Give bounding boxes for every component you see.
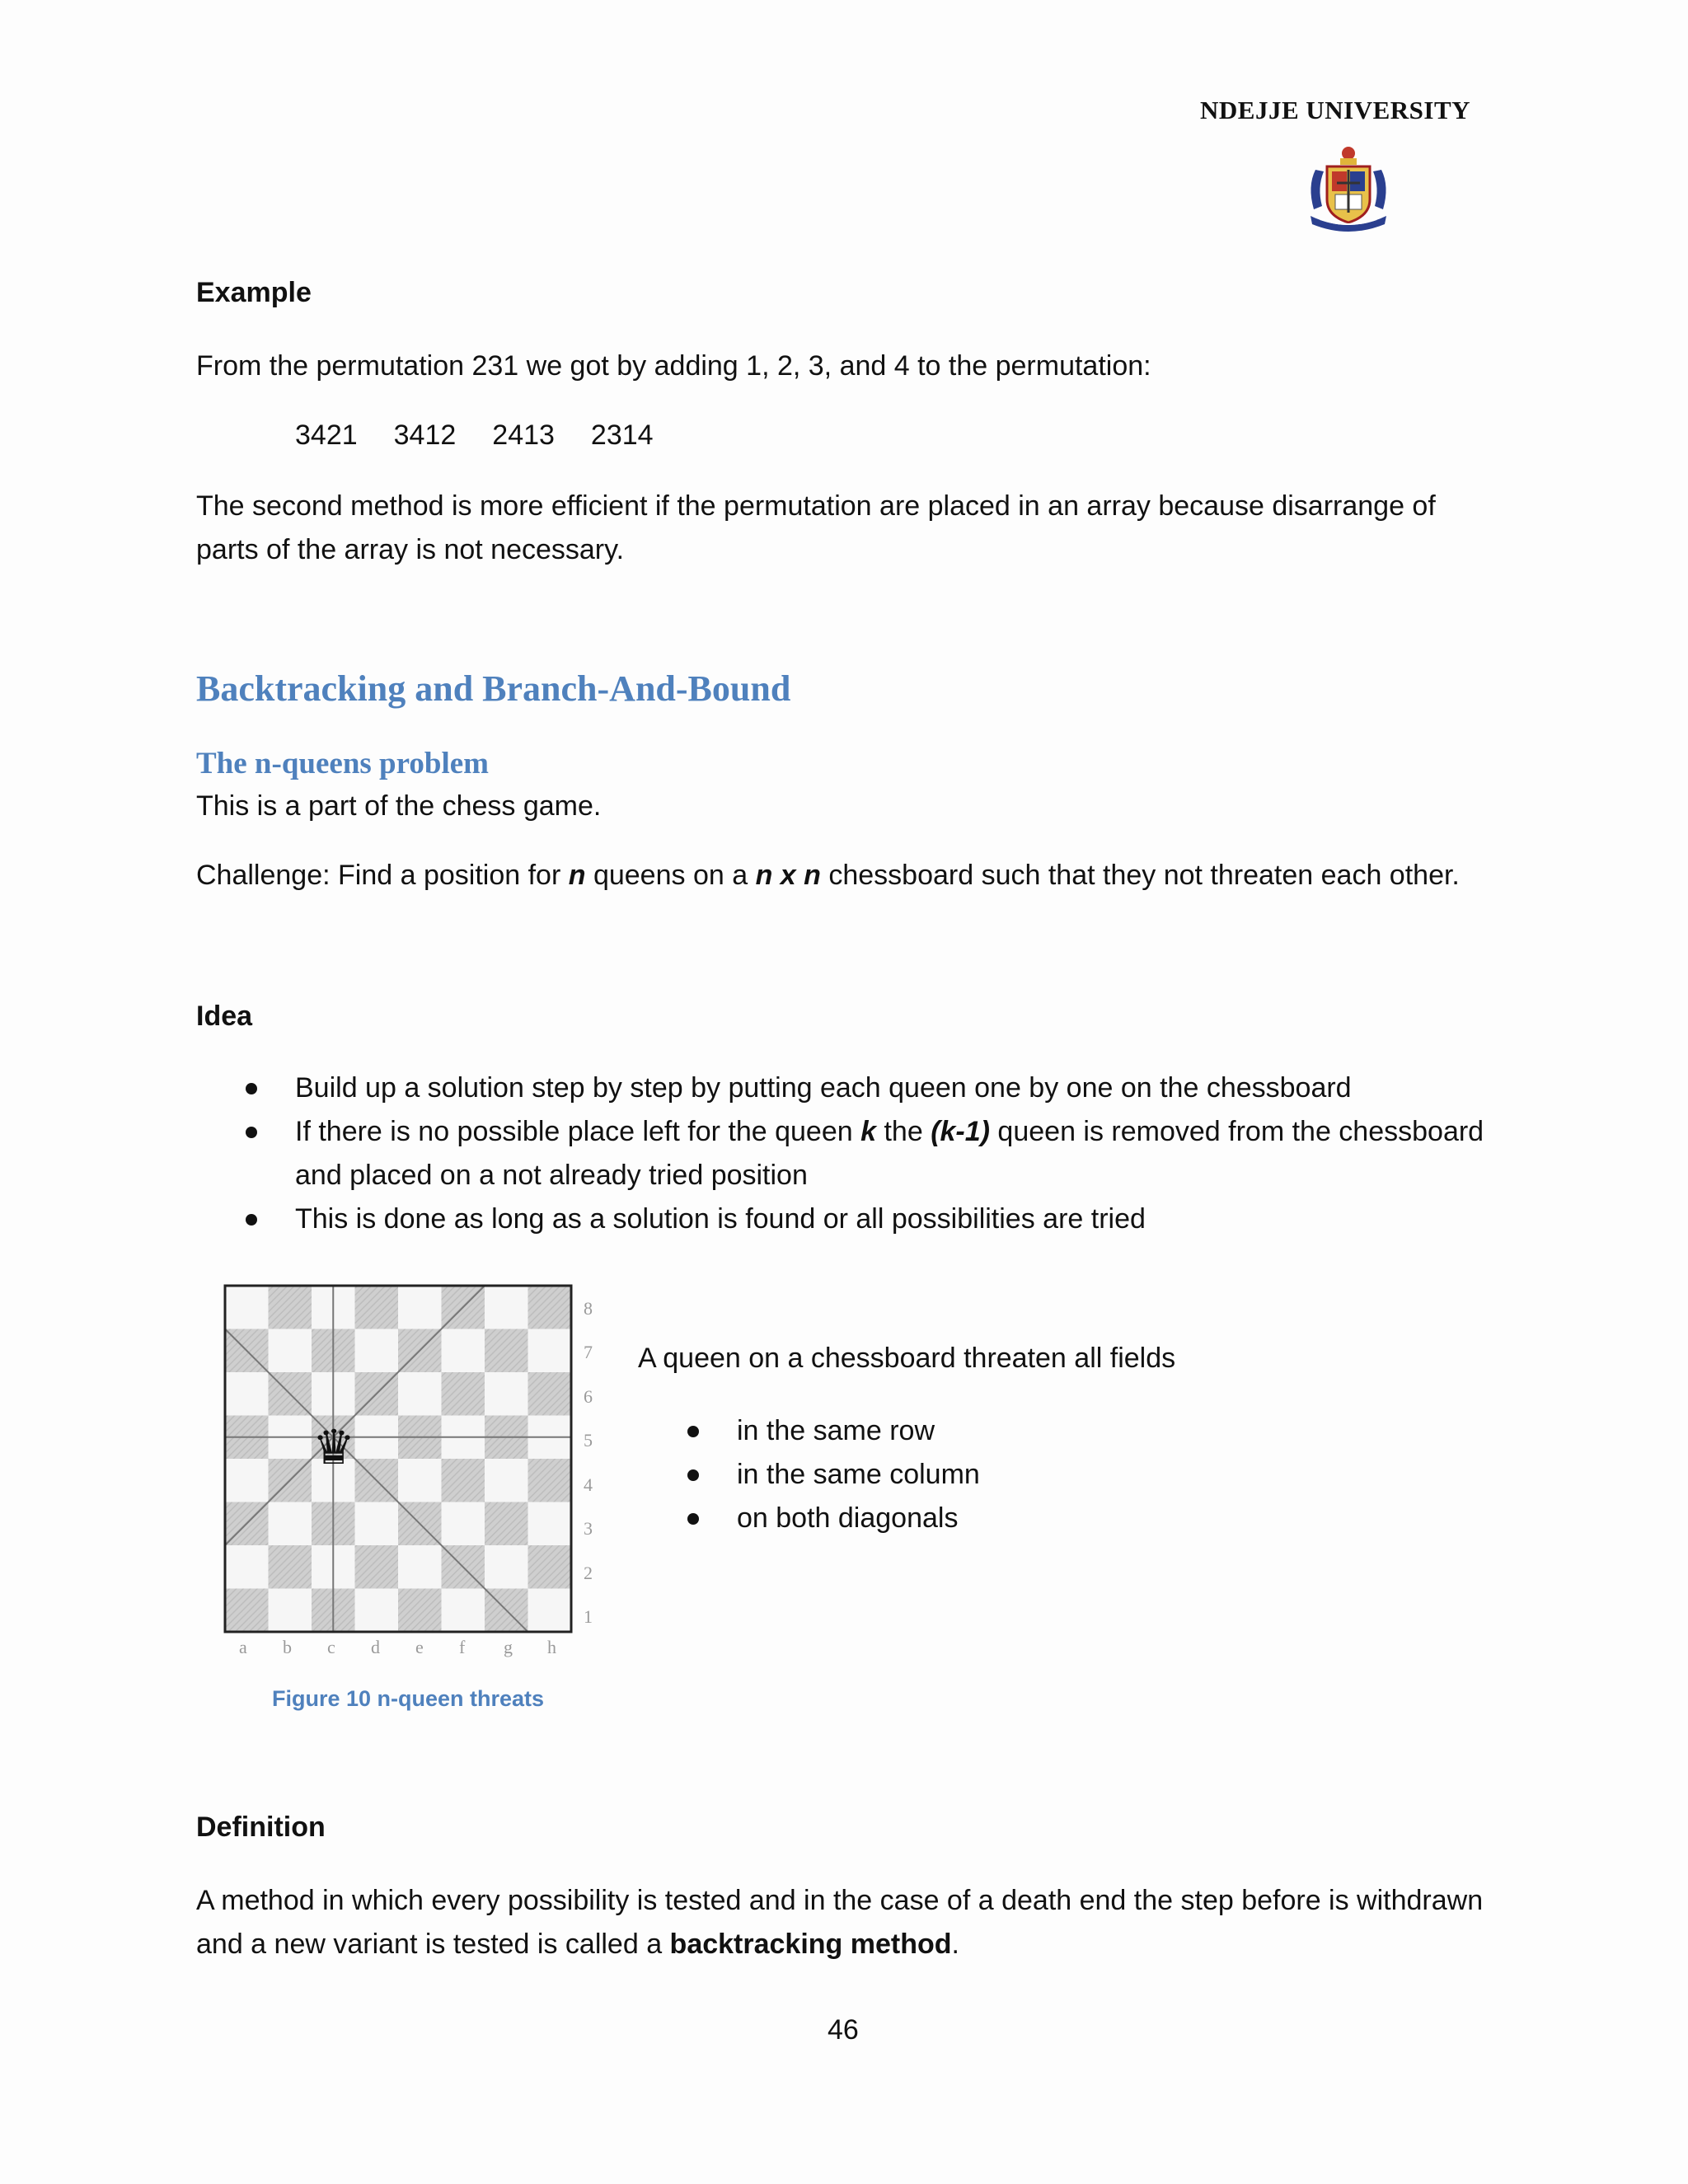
board-square [269,1502,312,1546]
rank-label: 7 [584,1342,593,1362]
board-square [442,1372,485,1416]
board-square [528,1372,572,1416]
list-item [246,1197,1515,1241]
university-name: NDEJJE UNIVERSITY [1200,96,1471,124]
section-intro: This is a part of the chess game. [196,790,602,822]
file-label: a [239,1637,247,1657]
figure-description: A queen on a chessboard threaten all fields [638,1343,1176,1374]
board-square [269,1286,312,1329]
board-square [485,1459,528,1502]
board-square [398,1459,442,1502]
board-square [442,1589,485,1633]
permutation-list [295,414,690,457]
board-square [225,1286,269,1329]
bullet-icon [246,1083,257,1094]
board-square [269,1589,312,1633]
idea-bullet2-prefix: If there is no possible place left for the queen [295,1116,861,1147]
challenge-text [196,854,1531,898]
bullet-icon [687,1469,699,1481]
board-square [355,1589,399,1633]
board-square [528,1502,572,1546]
file-label: e [415,1637,424,1657]
board-square [485,1286,528,1329]
list-item [687,1497,1347,1540]
rank-label: 1 [584,1606,593,1627]
bullet-icon [687,1513,699,1525]
example-intro: From the permutation 231 we got by adding 1, 2, 3, and 4 to the permutation: [196,350,1151,382]
file-label: g [504,1637,513,1657]
file-labels [221,1637,575,1661]
board-square [355,1286,399,1329]
permutation-item: 3412 [393,419,457,451]
idea-bullet2-suffix: queen is removed from the chessboard and placed on a not already tried position [295,1116,1484,1191]
challenge-prefix: Challenge: Find a position for [196,860,569,891]
chessboard-figure [221,1282,600,1661]
file-label: d [371,1637,380,1657]
bullet-icon [246,1127,257,1138]
board-square [485,1329,528,1373]
board-square [528,1286,572,1329]
file-label: f [459,1637,466,1657]
threat-text: in the same row [737,1415,935,1446]
bullet-icon [246,1214,257,1226]
definition-text [196,1879,1515,1966]
board-square [225,1589,269,1633]
idea-bullet2-km1: (k-1) [931,1116,990,1147]
file-label: c [327,1637,335,1657]
section-title: Backtracking and Branch-And-Bound [196,668,791,709]
board-square [528,1589,572,1633]
board-square [398,1372,442,1416]
rank-label: 6 [584,1386,593,1407]
board-square [528,1459,572,1502]
rank-label: 4 [584,1474,593,1495]
definition-heading: Definition [196,1811,326,1843]
rank-label: 8 [584,1298,593,1319]
challenge-n: n [568,860,586,891]
board-square [442,1459,485,1502]
rank-labels [582,1282,615,1636]
definition-term: backtracking method [669,1929,952,1960]
challenge-board: n x n [755,860,821,891]
bullet-icon [687,1426,699,1437]
board-square [485,1545,528,1589]
idea-heading: Idea [196,1001,253,1032]
board-square [355,1329,399,1373]
board-square [442,1329,485,1373]
board-square [355,1545,399,1589]
challenge-suffix: chessboard such that they not threaten each other. [820,860,1460,891]
idea-bullet-text: This is done as long as a solution is found or all possibilities are tried [295,1203,1146,1235]
idea-bullet-text: Build up a solution step by step by putting each queen one by one on the chessboard [295,1072,1352,1104]
list-item [687,1453,1347,1497]
list-item [246,1110,1515,1197]
file-label: b [283,1637,292,1657]
permutation-item: 2314 [590,419,654,451]
threat-list [687,1409,1347,1540]
rank-label: 2 [584,1563,593,1583]
board-square [398,1545,442,1589]
idea-bullet2-mid: the [876,1116,931,1147]
board-square [398,1589,442,1633]
idea-bullet2-k: k [860,1116,877,1147]
example-heading: Example [196,277,312,308]
figure-caption: Figure 10 n-queen threats [272,1686,545,1711]
board-square [269,1329,312,1373]
board-square [398,1286,442,1329]
board-square [528,1545,572,1589]
threat-text: in the same column [737,1459,980,1490]
queen-icon: ♛ [312,1421,355,1474]
list-item [246,1066,1515,1110]
file-label: h [547,1637,556,1657]
university-crest-icon [1299,137,1398,236]
board-square [442,1502,485,1546]
board-square [485,1372,528,1416]
idea-list [246,1066,1515,1241]
challenge-mid: queens on a [585,860,756,891]
rank-label: 3 [584,1518,593,1539]
list-item [687,1409,1347,1453]
definition-prefix: A method in which every possibility is tested and in the case of a death end the step before is withdrawn and a new variant is tested is called a [196,1885,1484,1960]
threat-text: on both diagonals [737,1502,959,1534]
rank-label: 5 [584,1430,593,1451]
chessboard [221,1282,575,1636]
board-square [528,1329,572,1373]
definition-suffix: . [951,1929,959,1960]
board-square [485,1502,528,1546]
permutation-item: 2413 [492,419,555,451]
example-paragraph: The second method is more efficient if the permutation are placed in an array because disarrange of parts of the array is not necessary. [196,490,1436,565]
page-number: 46 [828,2014,859,2046]
board-square [269,1545,312,1589]
board-square [225,1545,269,1589]
board-square [355,1502,399,1546]
subsection-title: The n-queens problem [196,747,489,780]
board-square [225,1372,269,1416]
permutation-item: 3421 [295,419,358,451]
board-square [225,1459,269,1502]
